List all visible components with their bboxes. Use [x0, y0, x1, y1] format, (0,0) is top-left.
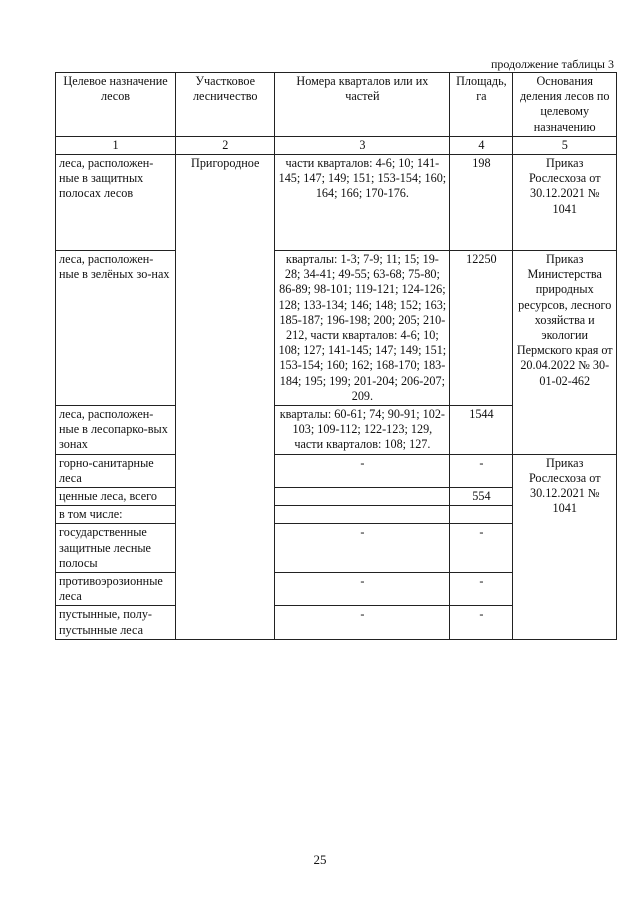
column-number: 2	[176, 136, 275, 154]
purpose-cell: в том числе:	[56, 506, 176, 524]
quarters-cell: части кварталов: 4-6; 10; 141-145; 147; 149; 151; 153-154; 160; 164; 166; 170-176.	[275, 155, 450, 251]
area-cell: 12250	[450, 251, 513, 406]
quarters-cell: кварталы: 60-61; 74; 90-91; 102-103; 109-112; 122-123; 129, части кварталов: 108; 127.	[275, 406, 450, 455]
column-number-row	[56, 136, 617, 154]
column-number: 3	[275, 136, 450, 154]
header-quarters: Номера кварталов или их частей	[275, 73, 450, 137]
purpose-cell: противоэрозионные леса	[56, 573, 176, 606]
area-cell: 554	[450, 488, 513, 506]
header-area: Площадь, га	[450, 73, 513, 137]
table-row	[56, 251, 617, 406]
page-number: 25	[313, 852, 327, 867]
purpose-cell: горно-санитарные леса	[56, 454, 176, 487]
quarters-cell: кварталы: 1-3; 7-9; 11; 15; 19-28; 34-41; 49-55; 63-68; 75-80; 86-89; 98-101; 119-121; 124-126; 128; 133-134; 146; 148; 152; 163; 185-187; 196-198; 200; 205; 210-212, части кварталов: 4-6; 10; 108; 127; 141-145; 147; 149; 151; 153-154; 160; 162; 168-170; 183-184; 195; 199; 201-204; 206-207; 209.	[275, 251, 450, 406]
quarters-cell: -	[275, 454, 450, 487]
area-cell: -	[450, 454, 513, 487]
purpose-cell: леса, расположен-ные в лесопарко-вых зонах	[56, 406, 176, 455]
area-cell: -	[450, 606, 513, 639]
purpose-cell: пустынные, полу-пустынные леса	[56, 606, 176, 639]
header-purpose: Целевое назначение лесов	[56, 73, 176, 137]
basis-cell: Приказ Рослесхоза от 30.12.2021 № 1041	[513, 155, 617, 251]
quarters-cell: -	[275, 606, 450, 639]
column-number: 5	[513, 136, 617, 154]
basis-cell: Приказ Рослесхоза от 30.12.2021 № 1041	[513, 454, 617, 639]
purpose-cell: ценные леса, всего	[56, 488, 176, 506]
column-number: 1	[56, 136, 176, 154]
header-basis: Основания деления лесов по целевому назначению	[513, 73, 617, 137]
quarters-cell: -	[275, 524, 450, 573]
column-number: 4	[450, 136, 513, 154]
table-header-row	[56, 73, 617, 137]
purpose-cell: леса, расположен-ные в зелёных зо-нах	[56, 251, 176, 406]
header-forestry: Участковое лесничество	[176, 73, 275, 137]
area-cell: 198	[450, 155, 513, 251]
quarters-cell	[275, 488, 450, 506]
purpose-cell: леса, расположен-ные в защитных полосах лесов	[56, 155, 176, 251]
area-cell	[450, 506, 513, 524]
area-cell: -	[450, 524, 513, 573]
forest-purpose-table	[55, 72, 617, 640]
forestry-cell: Пригородное	[176, 155, 275, 640]
area-cell: -	[450, 573, 513, 606]
area-cell: 1544	[450, 406, 513, 455]
quarters-cell: -	[275, 573, 450, 606]
basis-cell: Приказ Министерства природных ресурсов, лесного хозяйства и экологии Пермского края от 20.04.2022 № 30-01-02-462	[513, 251, 617, 455]
table-continuation-caption: продолжение таблицы 3	[490, 57, 614, 71]
quarters-cell	[275, 506, 450, 524]
table-row	[56, 454, 617, 487]
purpose-cell: государственные защитные лесные полосы	[56, 524, 176, 573]
table-row	[56, 155, 617, 251]
